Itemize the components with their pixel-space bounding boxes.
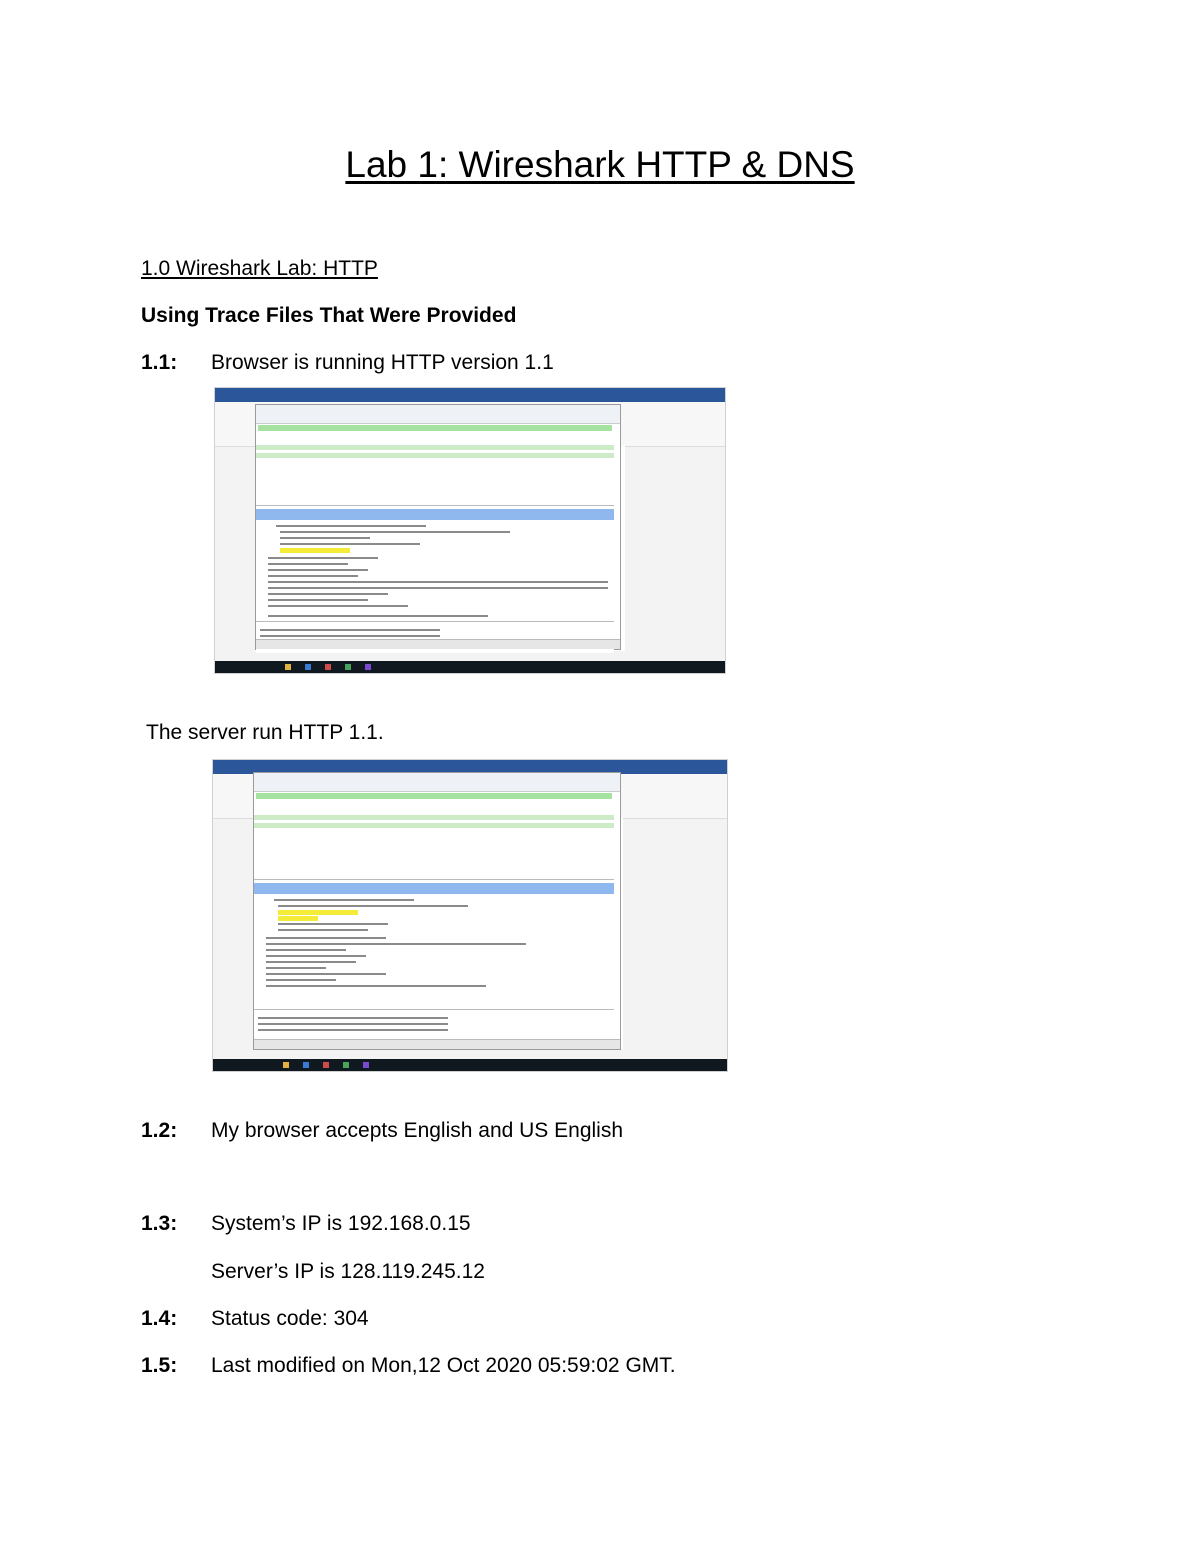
question-number: 1.1: [141,351,178,374]
packet-list [256,435,614,506]
wireshark-status-bar [256,639,620,649]
document-title: Lab 1: Wireshark HTTP & DNS [345,144,855,185]
selected-row [254,883,614,894]
windows-taskbar [213,1059,727,1071]
highlighted-field [280,548,350,553]
question-1-1 [141,351,554,375]
packet-row [256,445,614,450]
answer-text: Status code: 304 [211,1307,369,1330]
highlighted-field [278,910,358,915]
packet-bytes [254,1013,614,1041]
packet-details [256,509,614,622]
highlighted-field [278,916,318,921]
packet-list [254,803,614,880]
packet-row [254,823,614,828]
question-1-3 [141,1212,471,1236]
wireshark-window [253,772,621,1050]
answer-text: Last modified on Mon,12 Oct 2020 05:59:02 GMT. [211,1354,676,1377]
question-number: 1.4: [141,1307,178,1330]
question-number: 1.3: [141,1212,178,1235]
wireshark-menubar [256,405,620,424]
answer-text: Browser is running HTTP version 1.1 [211,351,554,374]
section-heading: 1.0 Wireshark Lab: HTTP [141,257,378,280]
question-number: 1.5: [141,1354,178,1377]
packet-row [254,815,614,820]
wireshark-window [255,404,621,650]
packet-row [256,453,614,458]
screenshot-2 [212,759,728,1072]
display-filter-bar [256,793,612,799]
display-filter-bar [258,425,612,431]
wireshark-menubar [254,773,620,792]
subheading: Using Trace Files That Were Provided [141,304,517,327]
wireshark-status-bar [254,1039,620,1049]
answer-text: System’s IP is 192.168.0.15 [211,1212,471,1235]
server-note: The server run HTTP 1.1. [146,721,384,744]
question-1-4 [141,1307,369,1331]
question-1-2 [141,1119,623,1143]
question-1-5 [141,1354,676,1378]
screenshot-1 [214,387,726,674]
answer-text: My browser accepts English and US English [211,1119,624,1142]
selected-row [256,509,614,520]
question-number: 1.2: [141,1119,178,1142]
windows-taskbar [215,661,725,673]
packet-details [254,883,614,1010]
answer-text-2: Server’s IP is 128.119.245.12 [211,1260,485,1283]
word-title-bar [215,388,725,402]
